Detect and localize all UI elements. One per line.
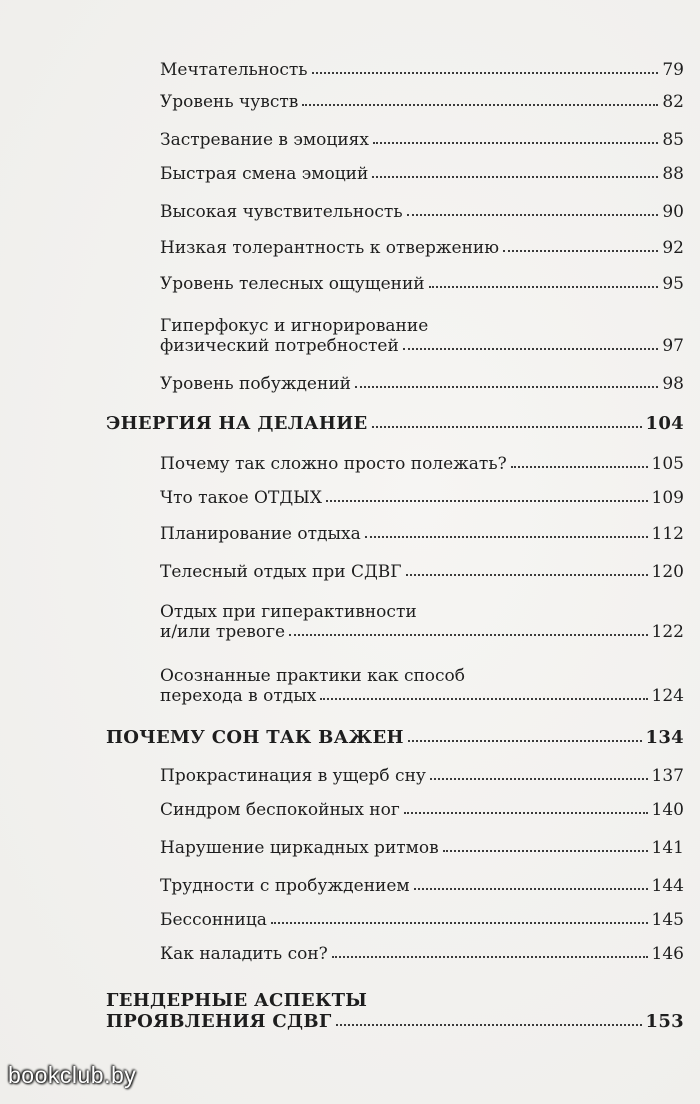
toc-entry-page: 105 — [651, 454, 684, 474]
toc-entry-title: Прокрастинация в ущерб сну — [160, 766, 426, 786]
leader-dots — [511, 466, 648, 468]
toc-entry-title: Застревание в эмоциях — [160, 130, 369, 150]
toc-entry-page: 144 — [651, 876, 684, 896]
site-watermark: bookclub.by — [8, 1062, 137, 1088]
toc-entry-page: 97 — [662, 336, 684, 356]
leader-dots — [503, 250, 658, 252]
toc-entry-page: 88 — [662, 164, 684, 184]
toc-entry — [160, 448, 684, 474]
toc-entry-title: Нарушение циркадных ритмов — [160, 838, 439, 858]
toc-entry-title: Быстрая смена эмоций — [160, 164, 369, 184]
leader-dots — [403, 348, 659, 350]
toc-entry-title: Уровень телесных ощущений — [160, 274, 425, 294]
toc-entry-title: Бессонница — [160, 910, 267, 930]
toc-entry-page: 137 — [651, 766, 684, 786]
leader-dots — [332, 956, 648, 958]
leader-dots — [407, 214, 659, 216]
toc-entry-title: Высокая чувствительность — [160, 202, 403, 222]
leader-dots — [430, 778, 648, 780]
toc-entry-page: 90 — [662, 202, 684, 222]
leader-dots — [408, 740, 642, 742]
leader-dots — [271, 922, 648, 924]
toc-chapter-title-line2: ПРОЯВЛЕНИЯ СДВГ — [106, 1011, 332, 1032]
leader-dots — [365, 536, 648, 538]
toc-entry-page: 146 — [651, 944, 684, 964]
leader-dots — [443, 850, 648, 852]
toc-entry — [160, 832, 684, 858]
toc-entry-title: Трудности с пробуждением — [160, 876, 410, 896]
leader-dots — [289, 634, 648, 636]
toc-entry — [160, 86, 684, 112]
toc-entry — [160, 904, 684, 930]
toc-entry-page: 85 — [662, 130, 684, 150]
toc-entry — [160, 124, 684, 150]
toc-entry — [160, 656, 684, 706]
toc-entry-title: Почему так сложно просто полежать? — [160, 454, 507, 474]
toc-entry-title-line2: физический потребностей — [160, 336, 399, 356]
toc-entry — [160, 518, 684, 544]
toc-chapter — [106, 720, 684, 748]
toc-entry — [160, 196, 684, 222]
leader-dots — [414, 888, 648, 890]
toc-entry-title-line2: перехода в отдых — [160, 686, 317, 706]
toc-entry-title: Планирование отдыха — [160, 524, 361, 544]
toc-entry — [160, 158, 684, 184]
toc-entry — [160, 482, 684, 508]
toc-entry-title: Телесный отдых при СДВГ — [160, 562, 402, 582]
leader-dots — [326, 500, 648, 502]
toc-chapter-title-line1: ГЕНДЕРНЫЕ АСПЕКТЫ — [106, 990, 368, 1011]
toc-entry-page: 109 — [651, 488, 684, 508]
leader-dots — [404, 812, 648, 814]
leader-dots — [320, 698, 647, 700]
toc-entry — [160, 268, 684, 294]
leader-dots — [302, 104, 658, 106]
leader-dots — [372, 426, 642, 428]
toc-entry-page: 112 — [651, 524, 684, 544]
toc-entry — [160, 760, 684, 786]
toc-entry-page: 92 — [662, 238, 684, 258]
toc-entry-title-line1: Гиперфокус и игнорирование — [160, 316, 429, 336]
toc-entry-page: 120 — [651, 562, 684, 582]
toc-entry — [160, 938, 684, 964]
toc-chapter-title: ЭНЕРГИЯ НА ДЕЛАНИЕ — [106, 413, 368, 434]
toc-entry-title-line1: Отдых при гиперактивности — [160, 602, 417, 622]
toc-chapter-title: ПОЧЕМУ СОН ТАК ВАЖЕН — [106, 727, 404, 748]
toc-entry-title: Синдром беспокойных ног — [160, 800, 400, 820]
toc-entry — [160, 592, 684, 642]
leader-dots — [373, 142, 658, 144]
toc-entry-page: 145 — [651, 910, 684, 930]
toc-entry — [160, 794, 684, 820]
toc-entry-page: 141 — [651, 838, 684, 858]
toc-chapter — [106, 406, 684, 434]
toc-entry-page: 82 — [662, 92, 684, 112]
toc-entry — [160, 232, 684, 258]
toc-chapter-page: 134 — [645, 727, 684, 748]
toc-entry — [160, 870, 684, 896]
leader-dots — [312, 72, 659, 74]
toc-entry-title-line2: и/или тревоге — [160, 622, 286, 642]
leader-dots — [429, 286, 659, 288]
toc-entry — [160, 54, 684, 80]
toc-entry-title: Мечтательность — [160, 60, 308, 80]
toc-chapter-page: 104 — [645, 413, 684, 434]
toc-entry — [160, 306, 684, 356]
toc-entry-title: Уровень побуждений — [160, 374, 351, 394]
toc-entry-page: 124 — [651, 686, 684, 706]
toc-entry-page: 79 — [662, 60, 684, 80]
toc-entry-page: 140 — [651, 800, 684, 820]
toc-entry-title-line1: Осознанные практики как способ — [160, 666, 466, 686]
toc-chapter-page: 153 — [645, 1011, 684, 1032]
toc-entry — [160, 556, 684, 582]
leader-dots — [336, 1024, 642, 1026]
toc-entry-page: 95 — [662, 274, 684, 294]
toc-entry-page: 98 — [662, 374, 684, 394]
toc-entry-page: 122 — [651, 622, 684, 642]
leader-dots — [355, 386, 658, 388]
leader-dots — [406, 574, 648, 576]
toc-entry-title: Низкая толерантность к отвержению — [160, 238, 500, 258]
toc-entry-title: Как наладить сон? — [160, 944, 328, 964]
toc-entry-title: Уровень чувств — [160, 92, 299, 112]
toc-chapter — [106, 976, 684, 1032]
leader-dots — [372, 176, 658, 178]
toc-entry-title: Что такое ОТДЫХ — [160, 488, 322, 508]
toc-entry — [160, 368, 684, 394]
